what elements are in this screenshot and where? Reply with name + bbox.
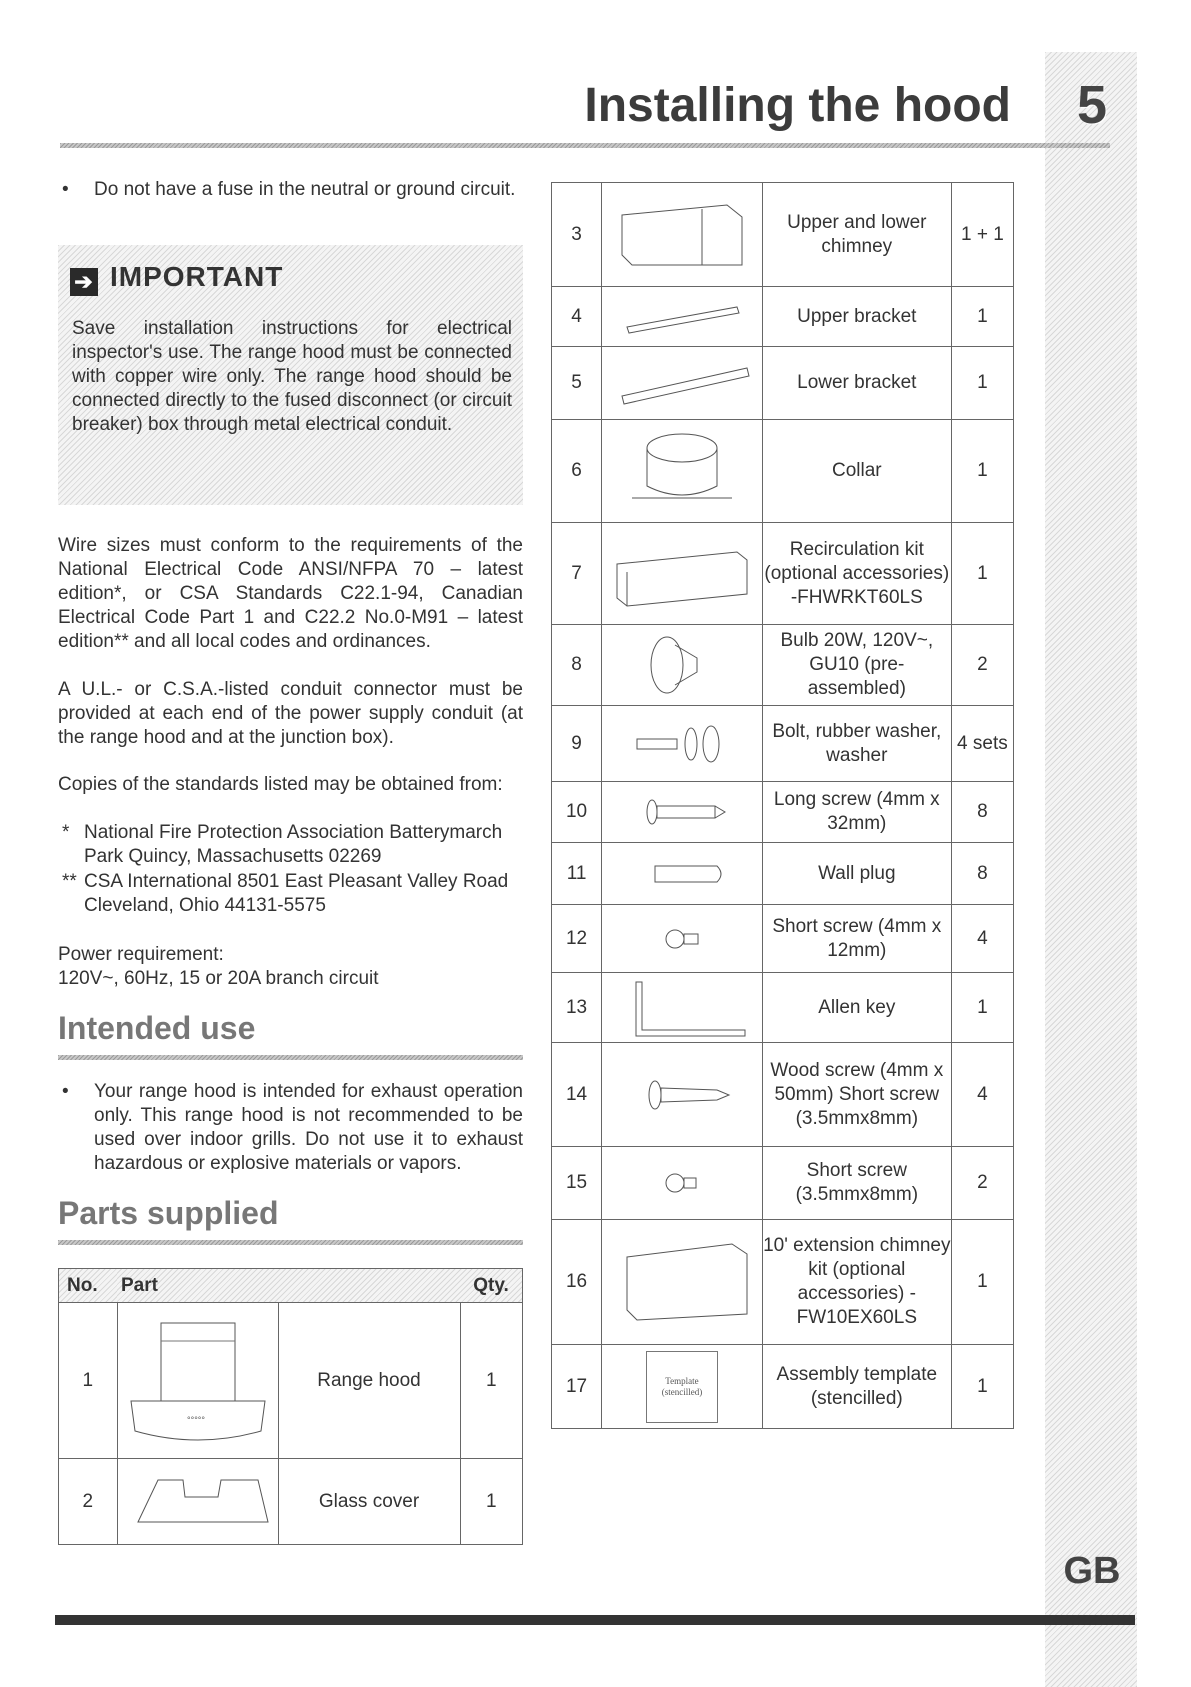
bottom-rule — [55, 1615, 1135, 1625]
upper-bracket-icon — [602, 287, 763, 347]
part-name: Upper and lower chimney — [762, 183, 951, 287]
parts-table-header — [59, 1269, 523, 1303]
part-qty: 1 — [951, 973, 1013, 1043]
short-screw-icon — [602, 905, 763, 973]
parts-table-right — [551, 182, 1014, 1429]
part-qty: 1 — [951, 347, 1013, 420]
part-name: 10' extension chimney kit (optional accessories) -FW10EX60LS — [762, 1220, 951, 1345]
part-name: Wood screw (4mm x 50mm) Short screw (3.5mmx8mm) — [762, 1043, 951, 1147]
range-hood-icon — [117, 1303, 278, 1459]
template-icon — [602, 1345, 763, 1429]
important-text: Save installation instructions for electrical inspector's use. The range hood must be connected with copper wire only. The range hood should be connected directly to the fused disconnect (or circuit breaker) box through metal electrical conduit. — [72, 318, 512, 435]
part-qty: 1 + 1 — [951, 183, 1013, 287]
power-value: 120V~, 60Hz, 15 or 20A branch circuit — [58, 968, 379, 989]
table-row — [552, 523, 1014, 625]
lower-bracket-icon — [602, 347, 763, 420]
table-row — [552, 1043, 1014, 1147]
part-name: Bolt, rubber washer, washer — [762, 706, 951, 782]
table-row — [552, 287, 1014, 347]
part-qty: 2 — [951, 1147, 1013, 1220]
part-name: Recirculation kit (optional accessories) -FHWRKT60LS — [762, 523, 951, 625]
important-box — [58, 245, 523, 505]
header-qty: Qty. — [460, 1269, 523, 1303]
footnote-2: ** CSA International 8501 East Pleasant Valley Road Cleveland, Ohio 44131-5575 — [62, 871, 509, 916]
part-name: Assembly template (stencilled) — [762, 1345, 951, 1429]
bolt-icon — [602, 706, 763, 782]
part-no: 16 — [552, 1220, 602, 1345]
part-qty: 4 — [951, 905, 1013, 973]
wall-plug-icon — [602, 843, 763, 905]
page-title: Installing the hood — [584, 79, 1011, 132]
svg-text:°°°°°: °°°°° — [186, 1414, 205, 1425]
part-qty: 1 — [460, 1303, 523, 1459]
title-rule — [60, 143, 1110, 148]
part-qty: 2 — [951, 625, 1013, 706]
part-qty: 8 — [951, 843, 1013, 905]
part-qty: 8 — [951, 782, 1013, 843]
part-name: Bulb 20W, 120V~, GU10 (pre-assembled) — [762, 625, 951, 706]
table-row — [552, 625, 1014, 706]
wire-paragraph: Wire sizes must conform to the requirements of the National Electrical Code ANSI/NFPA 70 – latest edition*, or CSA Standards C22.1-94, Canadian Electrical Code Part 1 and C22.2 No.0-M91 – latest edition** and all local codes and ordinances. — [58, 535, 523, 652]
intended-bullet: • Your range hood is intended for exhaust operation only. This range hood is not recommended to be used over indoor grills. Do not use it to exhaust hazardous or explosive materials or vapors. — [62, 1081, 523, 1174]
footnote-1: * National Fire Protection Association Batterymarch Park Quincy, Massachusetts 02269 — [62, 822, 503, 867]
table-row — [552, 973, 1014, 1043]
part-no: 5 — [552, 347, 602, 420]
parts-rule — [58, 1240, 523, 1245]
page-number: 5 — [1076, 75, 1108, 135]
parts-supplied-heading: Parts supplied — [58, 1195, 279, 1231]
long-screw-icon — [602, 782, 763, 843]
part-no: 13 — [552, 973, 602, 1043]
table-row — [552, 706, 1014, 782]
part-no: 10 — [552, 782, 602, 843]
part-name: Collar — [762, 420, 951, 523]
ul-paragraph: A U.L.- or C.S.A.-listed conduit connector must be provided at each end of the power supply conduit (at the range hood and at the junction box). — [58, 679, 523, 748]
part-no: 4 — [552, 287, 602, 347]
language-tag: GB — [1063, 1550, 1121, 1592]
intended-use-heading: Intended use — [58, 1010, 256, 1046]
table-row — [59, 1303, 523, 1459]
allen-key-icon — [602, 973, 763, 1043]
part-name: Long screw (4mm x 32mm) — [762, 782, 951, 843]
table-row — [552, 183, 1014, 287]
important-heading: ➔ IMPORTANT — [70, 261, 283, 296]
collar-icon — [602, 420, 763, 523]
part-qty: 1 — [951, 523, 1013, 625]
table-row — [552, 905, 1014, 973]
part-name: Upper bracket — [762, 287, 951, 347]
bulb-icon — [602, 625, 763, 706]
side-tab — [1045, 52, 1137, 1687]
part-qty: 1 — [951, 1345, 1013, 1429]
header-no: No. — [59, 1269, 118, 1303]
chimney-icon — [602, 183, 763, 287]
table-row — [552, 1147, 1014, 1220]
parts-table-left — [58, 1268, 523, 1545]
part-no: 8 — [552, 625, 602, 706]
part-no: 12 — [552, 905, 602, 973]
part-qty: 1 — [951, 287, 1013, 347]
part-no: 14 — [552, 1043, 602, 1147]
part-no: 11 — [552, 843, 602, 905]
arrow-right-icon: ➔ — [70, 268, 98, 296]
part-no: 1 — [59, 1303, 118, 1459]
part-name: Allen key — [762, 973, 951, 1043]
part-no: 6 — [552, 420, 602, 523]
header-part: Part — [117, 1269, 460, 1303]
table-row — [59, 1459, 523, 1545]
part-no: 17 — [552, 1345, 602, 1429]
part-qty: 1 — [951, 420, 1013, 523]
table-row — [552, 1220, 1014, 1345]
part-qty: 1 — [951, 1220, 1013, 1345]
part-no: 15 — [552, 1147, 602, 1220]
table-row — [552, 420, 1014, 523]
part-qty: 1 — [460, 1459, 523, 1545]
part-name: Short screw (4mm x 12mm) — [762, 905, 951, 973]
extension-chimney-icon — [602, 1220, 763, 1345]
part-qty: 4 — [951, 1043, 1013, 1147]
copies-paragraph: Copies of the standards listed may be obtained from: — [58, 774, 503, 795]
table-row — [552, 1345, 1014, 1429]
glass-cover-icon — [117, 1459, 278, 1545]
part-name: Wall plug — [762, 843, 951, 905]
part-name: Range hood — [278, 1303, 460, 1459]
part-no: 2 — [59, 1459, 118, 1545]
power-label: Power requirement: — [58, 944, 224, 965]
part-no: 3 — [552, 183, 602, 287]
table-row — [552, 347, 1014, 420]
table-row — [552, 782, 1014, 843]
table-row — [552, 843, 1014, 905]
intended-text: Your range hood is intended for exhaust operation only. This range hood is not recommended to be used over indoor grills. Do not use it to exhaust hazardous or explosive materials or vapors. — [94, 1081, 523, 1174]
fuse-text: Do not have a fuse in the neutral or ground circuit. — [94, 179, 516, 200]
part-no: 9 — [552, 706, 602, 782]
fuse-bullet: • Do not have a fuse in the neutral or ground circuit. — [62, 179, 516, 200]
template-label: Template (stencilled) — [661, 1375, 703, 1397]
part-name: Lower bracket — [762, 347, 951, 420]
part-name: Glass cover — [278, 1459, 460, 1545]
part-no: 7 — [552, 523, 602, 625]
part-qty: 4 sets — [951, 706, 1013, 782]
intended-rule — [58, 1055, 523, 1060]
recirculation-kit-icon — [602, 523, 763, 625]
part-name: Short screw (3.5mmx8mm) — [762, 1147, 951, 1220]
short-screw-small-icon — [602, 1147, 763, 1220]
wood-screw-icon — [602, 1043, 763, 1147]
